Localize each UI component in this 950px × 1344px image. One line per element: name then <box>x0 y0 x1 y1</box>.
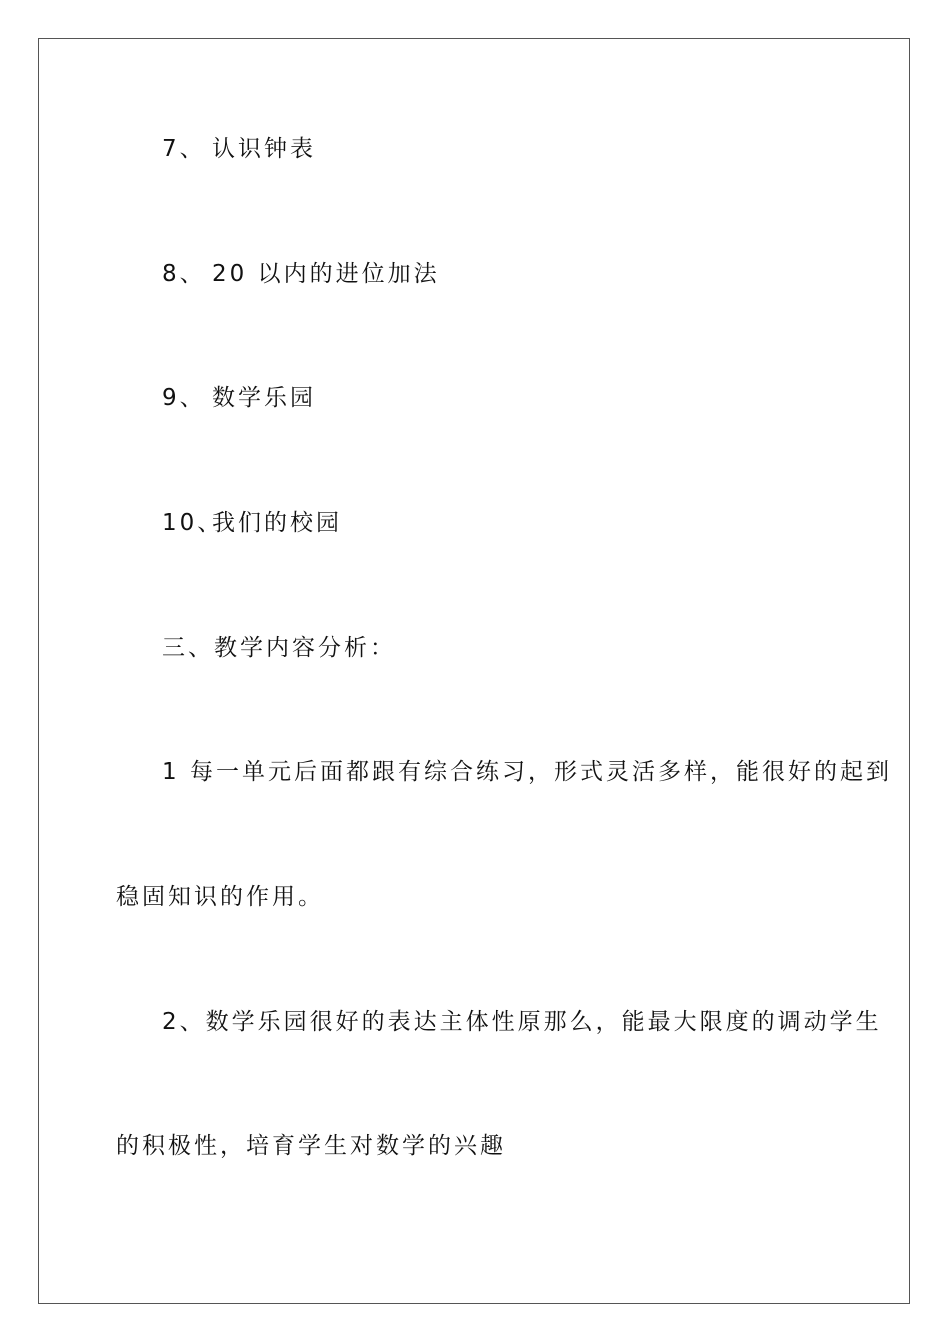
list-item <box>162 383 316 413</box>
list-item <box>162 259 440 289</box>
list-item-number: 9、 <box>162 385 206 411</box>
list-item-number: 10、 <box>162 510 224 536</box>
paragraph-line: 的积极性，培育学生对数学的兴趣 <box>116 1133 506 1159</box>
page-border <box>38 38 910 1304</box>
list-item-text: 数学乐园 <box>212 385 316 411</box>
list-item-number: 7、 <box>162 136 206 162</box>
list-item-text: 我们的校园 <box>212 510 342 536</box>
paragraph-line: 2、数学乐园很好的表达主体性原那么，能最大限度的调动学生 <box>162 1009 882 1035</box>
list-item-number: 8、 <box>162 261 206 287</box>
paragraph-line: 稳固知识的作用。 <box>116 884 324 910</box>
list-item-text: 20 以内的进位加法 <box>212 261 440 287</box>
list-item-text: 认识钟表 <box>212 136 316 162</box>
list-item <box>162 508 342 538</box>
section-heading: 三、教学内容分析： <box>162 635 396 661</box>
paragraph-line: 1 每一单元后面都跟有综合练习，形式灵活多样，能很好的起到 <box>162 759 892 785</box>
list-item <box>162 134 316 164</box>
